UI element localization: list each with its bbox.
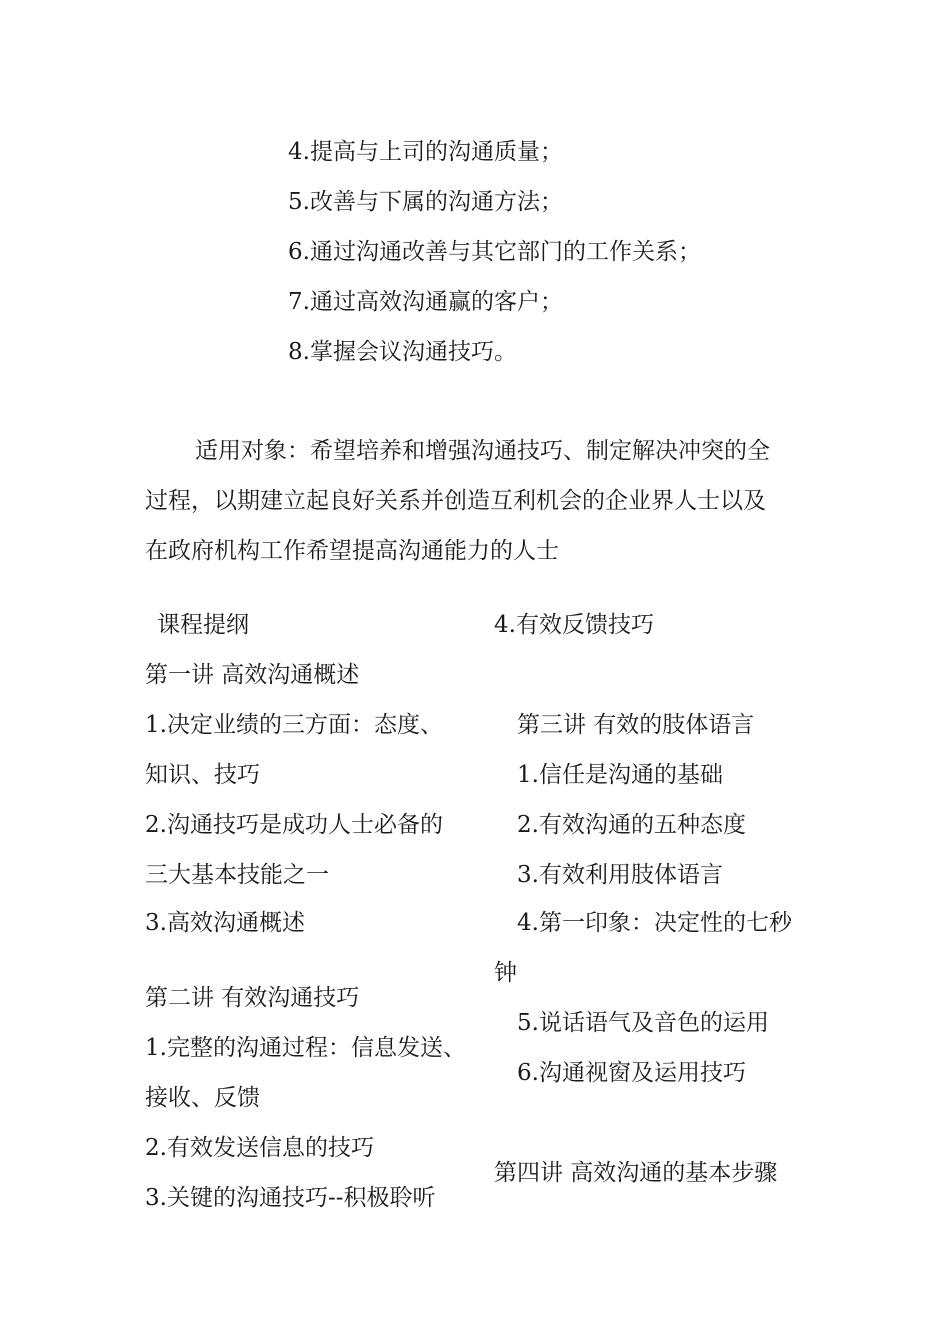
outline-item: 1.信任是沟通的基础 [517, 762, 723, 788]
audience-line: 在政府机构工作希望提高沟通能力的人士 [145, 538, 559, 564]
outline-item: 6.沟通视窗及运用技巧 [517, 1060, 746, 1086]
objective-item: 5.改善与下属的沟通方法； [288, 189, 563, 215]
lecture-heading: 第四讲 高效沟通的基本步骤 [494, 1160, 778, 1186]
outline-item: 2.有效发送信息的技巧 [145, 1135, 374, 1161]
outline-item: 2.有效沟通的五种态度 [517, 812, 746, 838]
lecture-heading: 第一讲 高效沟通概述 [145, 662, 360, 688]
lecture-heading: 第二讲 有效沟通技巧 [145, 985, 360, 1011]
outline-item: 3.高效沟通概述 [145, 910, 305, 936]
outline-item: 1.决定业绩的三方面：态度、 [145, 712, 443, 738]
audience-line: 适用对象：希望培养和增强沟通技巧、制定解决冲突的全 [195, 438, 770, 464]
outline-item: 1.完整的沟通过程：信息发送、 [145, 1035, 466, 1061]
outline-item: 三大基本技能之一 [145, 862, 329, 888]
objective-item: 4.提高与上司的沟通质量； [288, 139, 563, 165]
outline-item: 4.第一印象：决定性的七秒 [517, 910, 792, 936]
audience-line: 过程，以期建立起良好关系并创造互利机会的企业界人士以及 [145, 488, 766, 514]
outline-item: 知识、技巧 [145, 762, 260, 788]
objective-item: 6.通过沟通改善与其它部门的工作关系； [288, 239, 701, 265]
outline-item: 钟 [494, 960, 517, 986]
outline-item: 3.有效利用肢体语言 [517, 862, 723, 888]
outline-item: 5.说话语气及音色的运用 [517, 1010, 769, 1036]
lecture-heading: 第三讲 有效的肢体语言 [517, 712, 755, 738]
outline-item: 3.关键的沟通技巧--积极聆听 [145, 1185, 436, 1211]
outline-item: 4.有效反馈技巧 [494, 612, 654, 638]
outline-item: 接收、反馈 [145, 1085, 260, 1111]
outline-title: 课程提纲 [157, 612, 249, 638]
objective-item: 8.掌握会议沟通技巧。 [288, 339, 517, 365]
outline-item: 2.沟通技巧是成功人士必备的 [145, 812, 443, 838]
objective-item: 7.通过高效沟通赢的客户； [288, 289, 563, 315]
